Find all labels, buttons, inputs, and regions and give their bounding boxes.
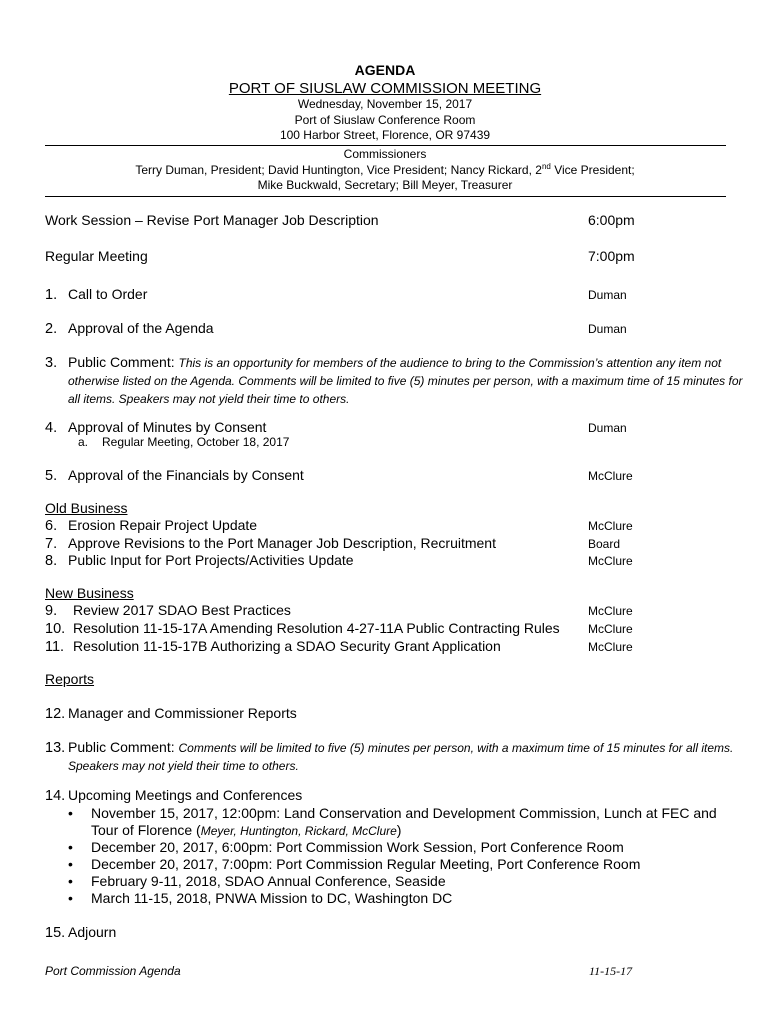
meeting-location: Port of Siuslaw Conference Room (294, 113, 476, 127)
agenda-item-4-owner: Duman (588, 421, 627, 435)
agenda-title: AGENDA (354, 62, 416, 78)
old-business-heading: Old Business (45, 500, 128, 516)
work-session-label: Work Session – Revise Port Manager Job Description (45, 212, 379, 228)
reports-heading: Reports (45, 671, 95, 687)
footer-date: 11-15-17 (589, 964, 633, 978)
meeting-address: 100 Harbor Street, Florence, OR 97439 (279, 128, 491, 142)
agenda-item-15: 15. Adjourn (45, 924, 117, 941)
footer-title: Port Commission Agenda (45, 964, 181, 978)
agenda-item-7: 7. Approve Revisions to the Port Manager Job Description, Recruitment (45, 535, 496, 552)
regular-meeting-label: Regular Meeting (45, 248, 148, 264)
agenda-item-9-owner: McClure (588, 604, 633, 618)
agenda-item-3: 3. Public Comment: This is an opportunity for members of the audience to bring to the Commission’s attention any item not otherwise listed on the Agenda. Comments will be limited to five (5) minutes per person, with a maximum time of 15 minutes for all items. Speakers may not yield their time to others. (45, 354, 743, 406)
agenda-item-1: 1. Call to Order (45, 286, 148, 303)
agenda-item-14: 14. Upcoming Meetings and Conferences (45, 787, 303, 804)
regular-meeting-time: 7:00pm (588, 248, 635, 264)
commissioners-line-2: Mike Buckwald, Secretary; Bill Meyer, Treasurer (257, 178, 513, 192)
meeting-date: Wednesday, November 15, 2017 (297, 97, 473, 111)
work-session-time: 6:00pm (588, 212, 635, 228)
header-divider-top (45, 145, 726, 146)
agenda-item-2: 2. Approval of the Agenda (45, 320, 214, 337)
agenda-item-4a: a. Regular Meeting, October 18, 2017 (78, 435, 290, 449)
agenda-item-1-owner: Duman (588, 288, 627, 302)
agenda-item-10: 10. Resolution 11-15-17A Amending Resolution 4-27-11A Public Contracting Rules (45, 620, 560, 637)
agenda-item-11: 11. Resolution 11-15-17B Authorizing a SDAO Security Grant Application (45, 638, 501, 655)
agenda-item-2-owner: Duman (588, 322, 627, 336)
new-business-heading: New Business (45, 585, 134, 601)
agenda-item-8: 8. Public Input for Port Projects/Activities Update (45, 552, 354, 569)
agenda-item-11-owner: McClure (588, 640, 633, 654)
agenda-item-6: 6. Erosion Repair Project Update (45, 517, 258, 534)
agenda-item-6-owner: McClure (588, 519, 633, 533)
agenda-item-13: 13. Public Comment: Comments will be limited to five (5) minutes per person, with a maximum time of 15 minutes for all items. Speakers may not yield their time to others. (45, 739, 734, 773)
agenda-item-7-owner: Board (588, 537, 621, 551)
meeting-title: PORT OF SIUSLAW COMMISSION MEETING (228, 80, 542, 97)
agenda-item-8-owner: McClure (588, 554, 633, 568)
agenda-item-10-owner: McClure (588, 622, 633, 636)
agenda-item-4: 4. Approval of Minutes by Consent (45, 419, 267, 436)
agenda-item-12: 12. Manager and Commissioner Reports (45, 705, 297, 722)
header-divider-bottom (45, 196, 726, 197)
commissioners-label: Commissioners (343, 147, 427, 161)
agenda-item-5-owner: McClure (588, 469, 633, 483)
agenda-item-5: 5. Approval of the Financials by Consent (45, 467, 304, 484)
commissioners-line-1: Terry Duman, President; David Huntington, Vice President; Nancy Rickard, 2nd Vice President; (135, 162, 635, 177)
agenda-item-9: 9. Review 2017 SDAO Best Practices (45, 602, 291, 619)
